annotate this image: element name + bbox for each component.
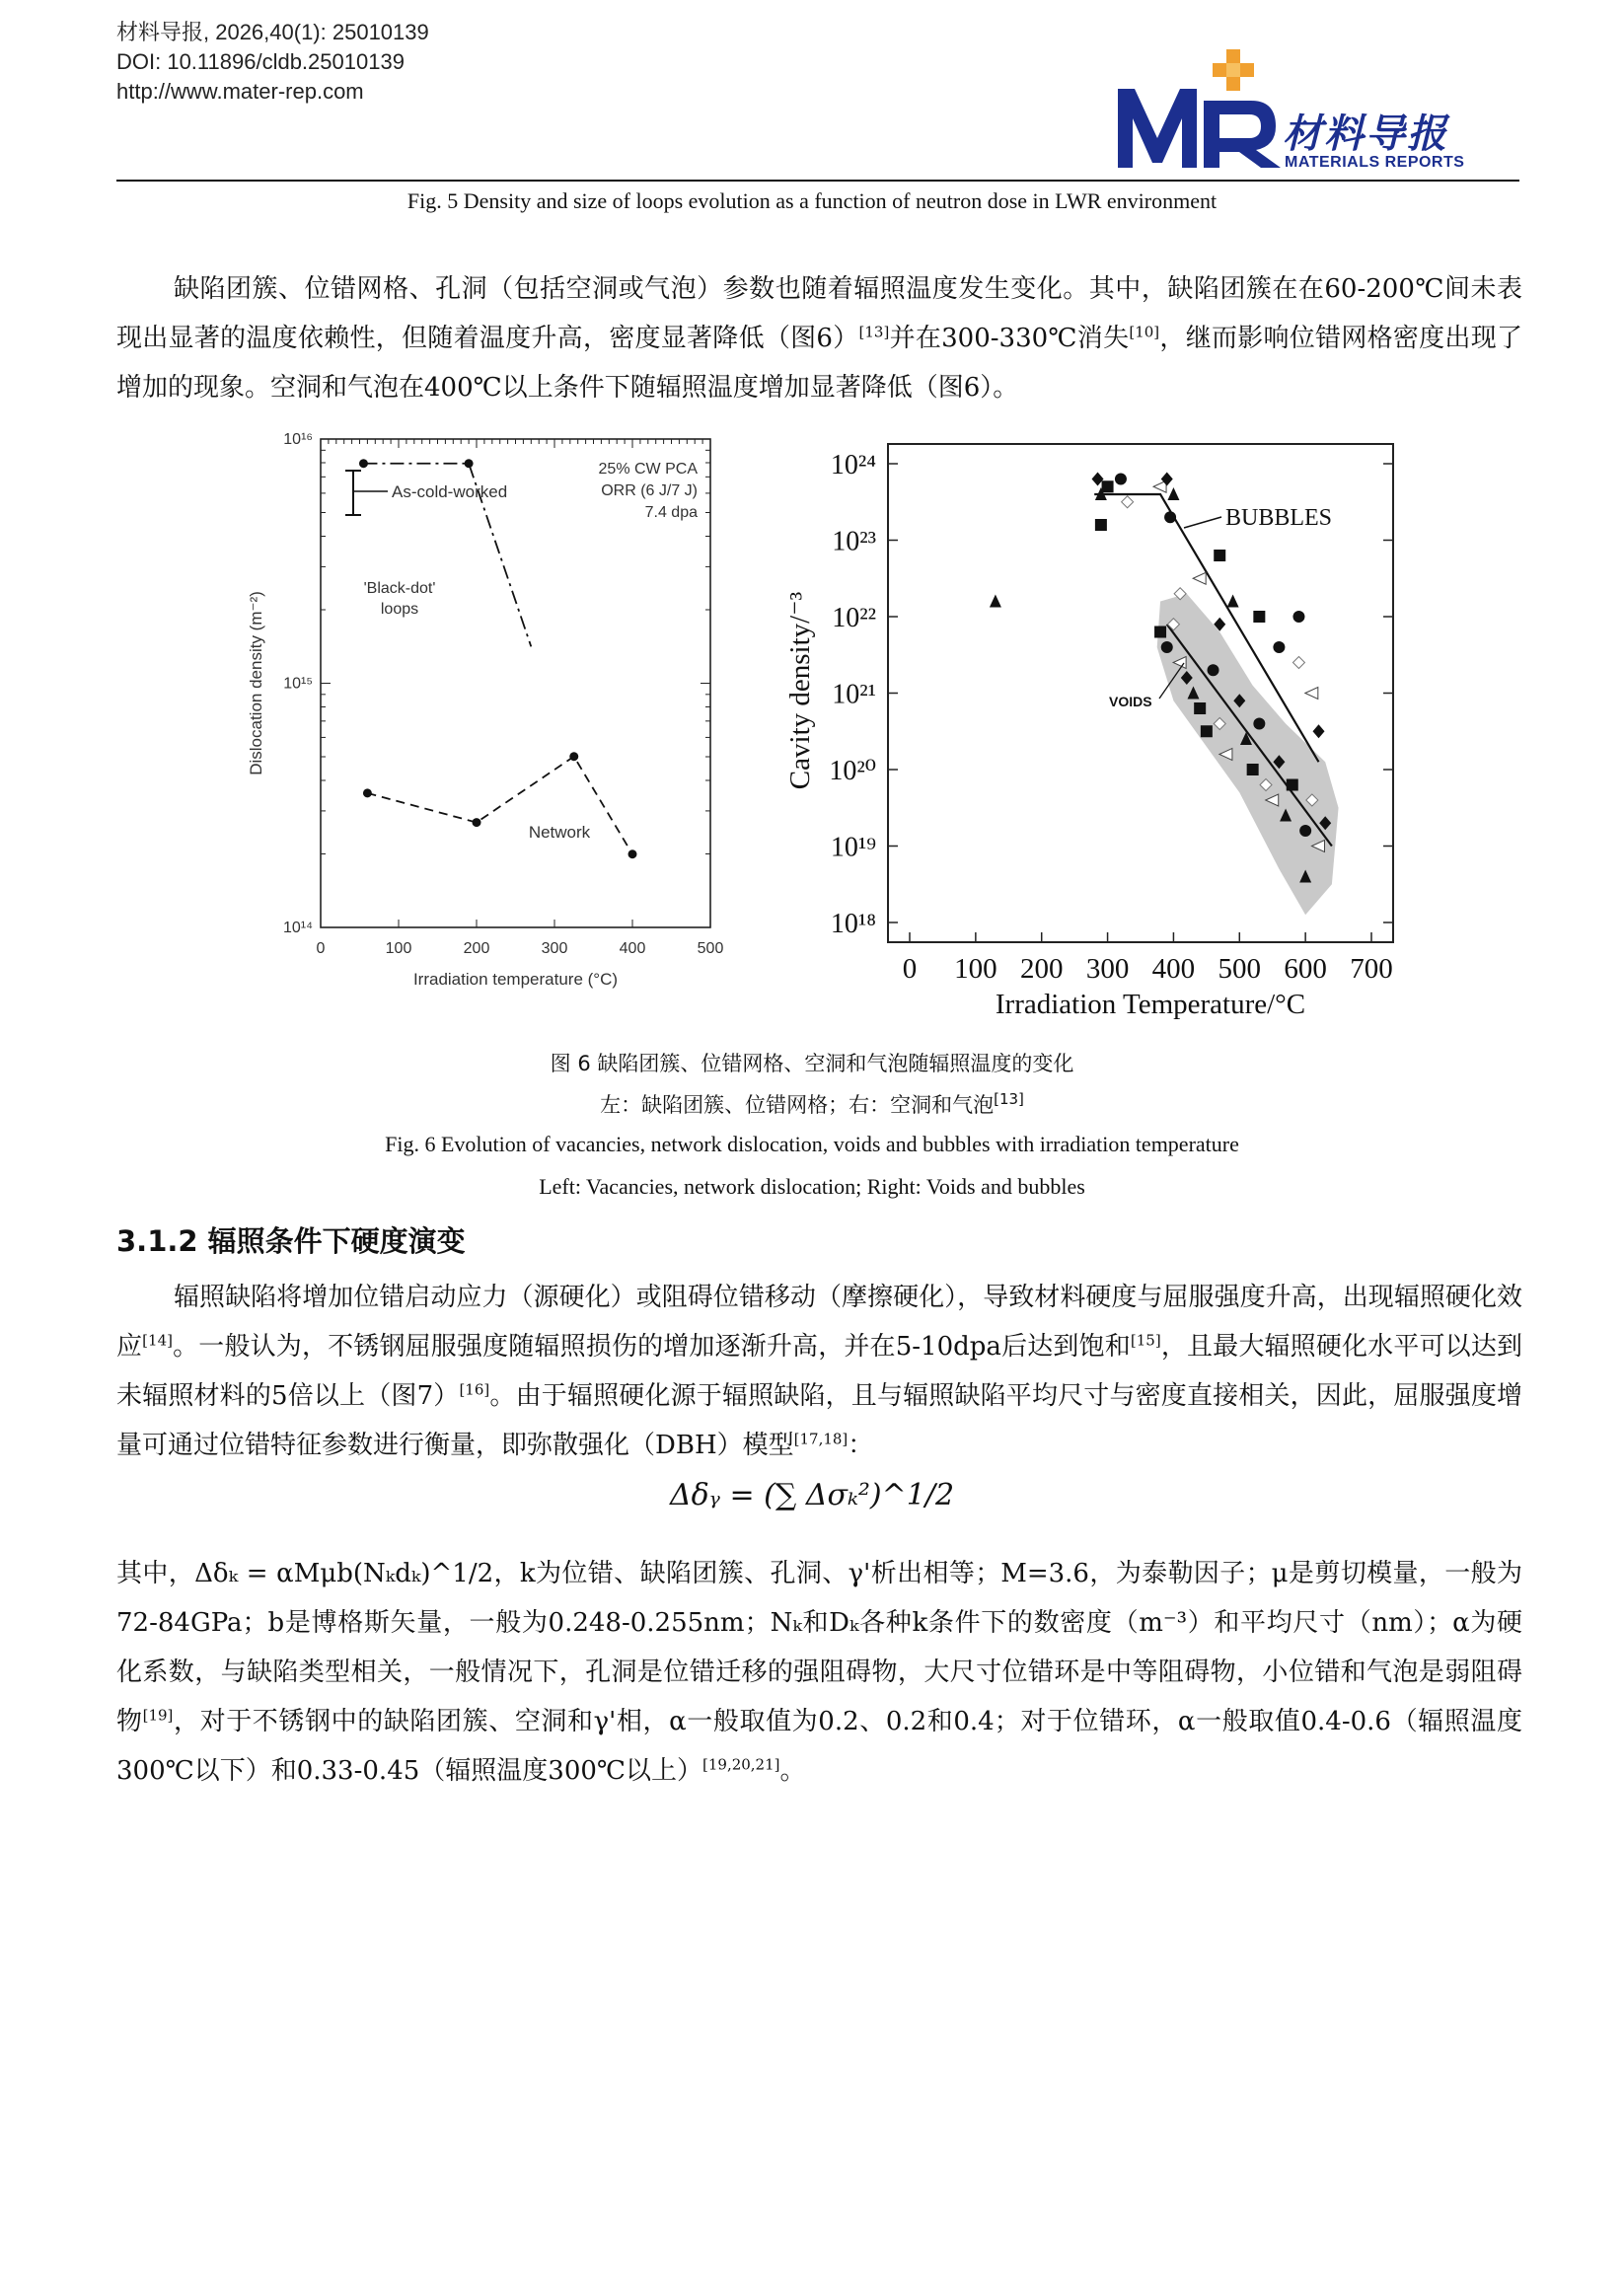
left-y-tick-label: 10¹⁴ [283,920,313,936]
bubbles-point [1292,657,1304,669]
p2-ref-d: [17,18] [793,1430,849,1448]
bubbles-point [1122,496,1134,508]
paragraph-2 [116,1273,1522,1470]
fig6-caption-cn-1: 图 6 缺陷团簇、位错网格、空洞和气泡随辐照温度的变化 [550,1052,1074,1075]
left-y-tick-label: 10¹⁶ [283,431,313,448]
bubbles-point [1253,611,1265,623]
p2-text-a: 辐照缺陷将增加位错启动应力（源硬化）或阻碍位错移动（摩擦硬化），导致材料硬度与屈服强度升高，出现辐照硬化效应 [116,1283,1522,1362]
bubbles-point [1227,595,1239,608]
black-dot-loops-label: loops [380,601,419,618]
left-x-tick-label: 200 [463,940,490,957]
paragraph-1 [116,264,1522,412]
fig6-caption-cn-2 [0,1089,1624,1119]
cavity-density-chart [770,434,1440,1031]
left-y-tick-label: 10¹⁵ [283,675,313,693]
left-x-tick-label: 100 [385,940,412,957]
network-point [569,752,578,761]
left-y-axis-label: Dislocation density (m⁻²) [247,591,265,775]
fig6-caption-en-2: Left: Vacancies, network dislocation; Right: Voids and bubbles [539,1174,1085,1199]
left-annotation-line: ORR (6 J/7 J) [601,482,698,499]
as-cold-worked-label: As-cold-worked [392,482,508,501]
bubbles-point [1292,611,1304,623]
bubbles-label: BUBBLES [1225,505,1333,531]
bubbles-point [1095,519,1107,531]
bubbles-point [1164,511,1176,523]
p1-text-b: 并在300-330℃消失 [889,324,1130,353]
voids-label: VOIDS [1109,694,1152,709]
voids-point [1154,627,1166,638]
fig5-caption: Fig. 5 Density and size of loops evolution as a function of neutron dose in LWR environment [406,188,1218,213]
p2-text-e: ： [848,1431,874,1460]
right-y-tick-label: 10¹⁸ [830,909,876,939]
journal-logo [1113,49,1291,178]
left-annotation-line: 25% CW PCA [598,461,698,478]
voids-point [1253,718,1265,730]
right-y-tick-label: 10²⁰ [829,756,876,786]
logo-cn: 材料导报 [1283,111,1448,157]
dbh-equation: Δδᵧ = (∑ Δσₖ²)^1/2 [669,1478,955,1512]
paragraph-3 [116,1549,1522,1796]
bubbles-pointer [1184,517,1221,528]
p3-text-a: 其中，Δδₖ = αMμb(Nₖdₖ)^1/2，k为位错、缺陷团簇、孔洞、γ'析出相等；M=3.6，为泰勒因子；μ是剪切模量，一般为72-84GPa；b是博格斯矢量，一般为0.248-0.255nm；Nₖ和Dₖ各种k条件下的数密度（m⁻³）和平均尺寸（nm）；α为硬化系数，与缺陷类型相关，一般情况下，孔洞是位错迁移的强阻碍物，大尺寸位错环是中等阻碍物，小位错和气泡是弱阻碍物 [116,1559,1522,1736]
right-y-axis-label: Cavity density/⁻³ [784,591,816,790]
bubbles-point [1102,480,1114,492]
left-x-tick-label: 400 [619,940,646,957]
p2-text-c: ，且最大辐照硬化水平可以达到未辐照材料的5倍以上（图7） [116,1332,1522,1411]
voids-fit-line [1167,625,1332,847]
network-point [363,788,372,797]
fig6-caption-cn-2-text: 左：缺陷团簇、位错网格；右：空洞和气泡 [600,1093,995,1117]
p2-ref-b: [15] [1130,1331,1161,1350]
right-x-tick-label: 500 [1218,953,1262,985]
p1-text-a: 缺陷团簇、位错网格、孔洞（包括空洞或气泡）参数也随着辐照温度发生变化。其中，缺陷团簇在在60-200℃间未表现出显著的温度依赖性，但随着温度升高，密度显著降低（图6） [116,274,1522,353]
right-y-tick-label: 10²³ [832,526,876,557]
voids-point [1194,702,1206,714]
left-x-axis-label: Irradiation temperature (°C) [412,970,619,989]
right-x-tick-label: 600 [1284,953,1327,985]
voids-point [1247,764,1259,775]
right-x-axis-label: Irradiation Temperature/°C [995,989,1306,1020]
right-x-tick-label: 0 [902,953,918,985]
bubbles-point [1273,641,1285,653]
p1-ref-a: [13] [858,323,890,341]
right-y-tick-label: 10¹⁹ [830,832,876,863]
dislocation-density-chart [232,424,745,1026]
p2-text-d: 。由于辐照硬化源于辐照缺陷，且与辐照缺陷平均尺寸与密度直接相关，因此，屈服强度增量可通过位错特征参数进行衡量，即弥散强化（DBH）模型 [116,1381,1522,1460]
section-title: 3.1.2 辐照条件下硬度演变 [116,1224,466,1258]
right-y-tick-label: 10²² [832,603,876,633]
right-x-tick-label: 100 [954,953,997,985]
p1-text-c: ，继而影响位错网格密度出现了增加的现象。空洞和气泡在400℃以上条件下随辐照温度增加显著降低（图6）。 [116,324,1522,403]
voids-point [1287,779,1298,791]
network-point [628,849,637,858]
fig6-caption-en-1: Fig. 6 Evolution of vacancies, network dislocation, voids and bubbles with irradiation temperature [385,1132,1239,1156]
right-x-tick-label: 400 [1151,953,1196,985]
black-dot-loops-label: 'Black-dot' [363,580,436,597]
bubbles-point [1305,688,1318,700]
network-label: Network [528,823,591,842]
journal-citation [116,18,429,107]
p2-ref-a: [14] [142,1331,173,1350]
network-line [367,757,632,854]
voids-point [1201,725,1213,737]
p2-ref-c: [16] [459,1380,490,1399]
logo-en: MATERIALS REPORTS [1285,154,1465,171]
voids-point [1161,641,1173,653]
p3-text-c: 。 [779,1756,806,1786]
doi-line: DOI: 10.11896/cldb.25010139 [116,49,405,74]
fig6-caption-cn-2-ref: [13] [994,1090,1024,1108]
black-dot-loops-point [359,459,368,468]
bubbles-point [1115,474,1127,485]
left-x-tick-label: 500 [697,940,724,957]
p2-text-b: 。一般认为，不锈钢屈服强度随辐照损伤的增加逐渐升高，并在5-10dpa后达到饱和 [172,1332,1131,1362]
bubbles-point [1167,487,1179,500]
bubbles-point [1214,550,1225,561]
right-x-tick-label: 700 [1350,953,1393,985]
bubbles-point [1193,572,1206,584]
right-x-tick-label: 300 [1085,953,1130,985]
p3-ref-a: [19] [142,1706,174,1725]
left-x-tick-label: 300 [541,940,568,957]
right-y-tick-label: 10²⁴ [830,450,876,480]
journal-line: 材料导报, 2026,40(1): 25010139 [116,20,429,44]
left-annotation-line: 7.4 dpa [644,504,698,521]
left-x-tick-label: 0 [316,940,326,957]
right-y-tick-label: 10²¹ [832,679,876,710]
header-rule [116,180,1519,182]
p3-text-b: ，对于不锈钢中的缺陷团簇、空洞和γ'相，α一般取值为0.2、0.2和0.4；对于位错环，α一般取值0.4-0.6（辐照温度300℃以下）和0.33-0.45（辐照温度300℃以上） [116,1707,1522,1786]
black-dot-loops-point [465,459,474,468]
p1-ref-b: [10] [1129,323,1160,341]
voids-point [1299,825,1311,837]
voids-point [1208,664,1219,676]
right-x-tick-label: 200 [1019,953,1064,985]
url-line[interactable]: http://www.mater-rep.com [116,79,364,104]
p3-ref-b: [19,20,21] [702,1755,780,1774]
bubbles-point [990,595,1001,608]
bubbles-point [1313,724,1325,738]
network-point [473,818,481,827]
